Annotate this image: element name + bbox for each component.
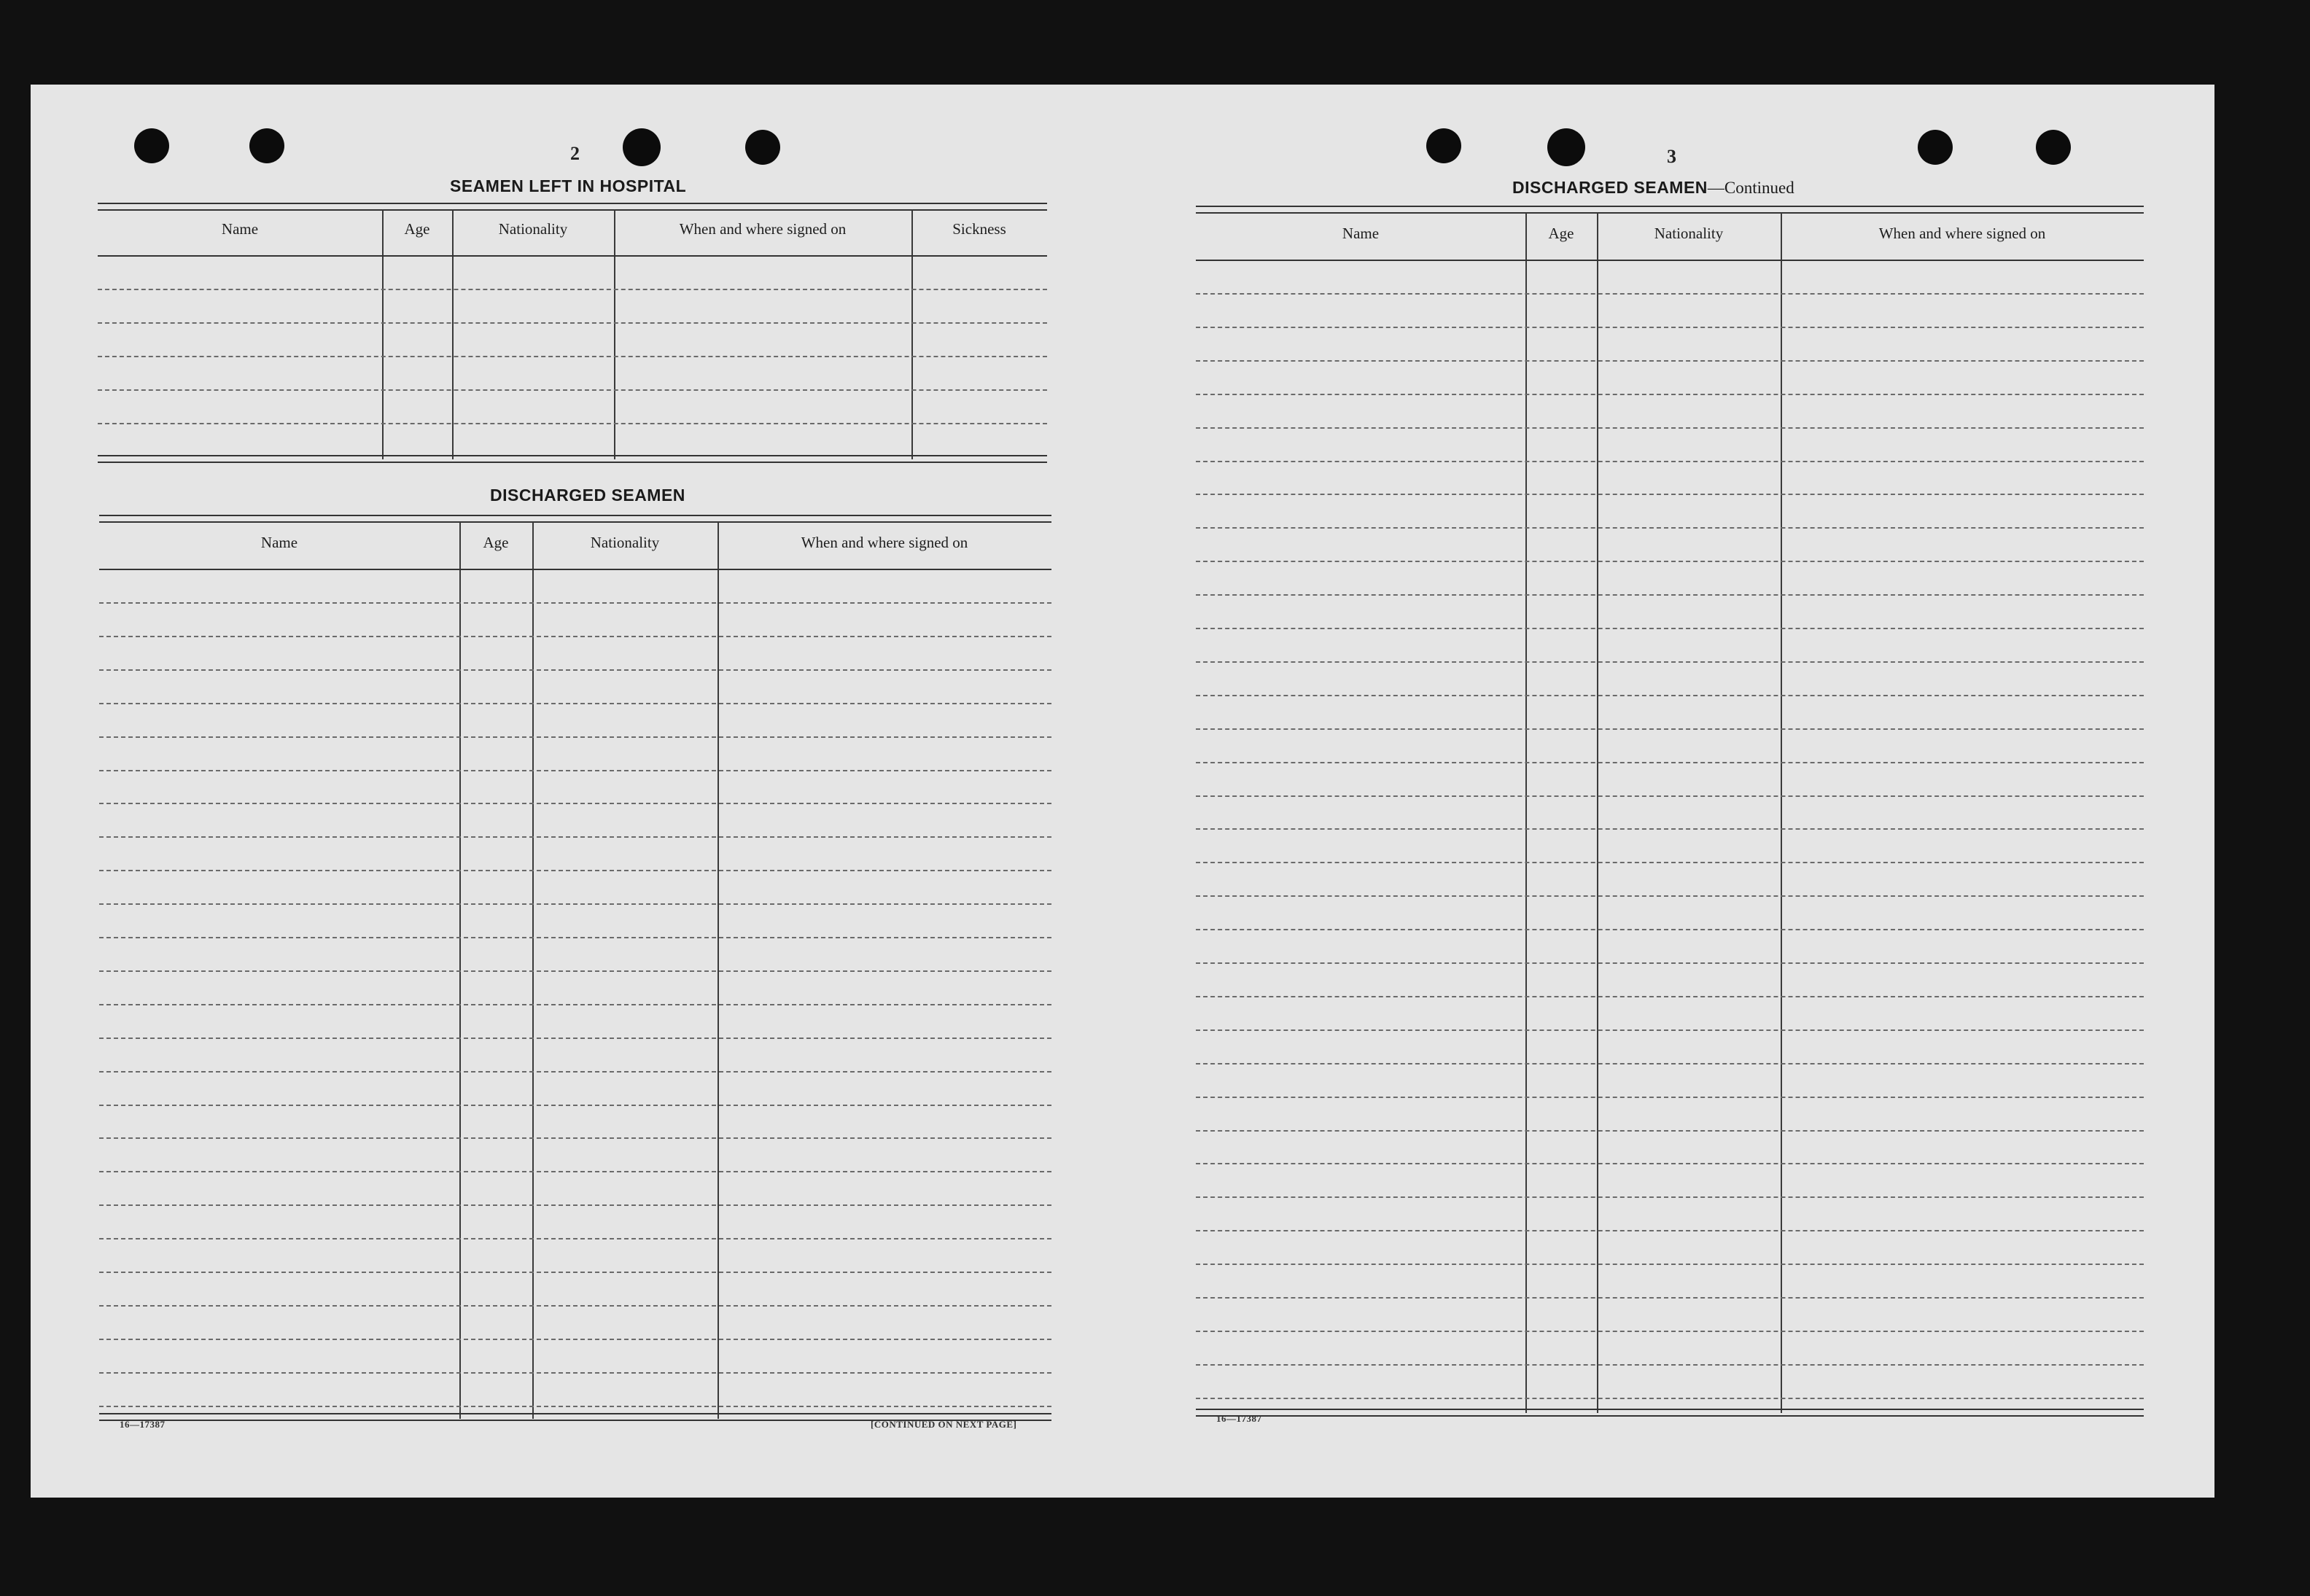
column-header-nationality: Nationality (590, 534, 660, 551)
column-header-when-where: When and where signed on (1878, 225, 2046, 242)
continued-note: [CONTINUED ON NEXT PAGE] (871, 1419, 1017, 1430)
entry-line (1196, 862, 2144, 863)
entry-line (1196, 360, 2144, 362)
punch-hole (1426, 128, 1461, 163)
column-divider (452, 210, 454, 459)
entry-line (1196, 1130, 2144, 1132)
entry-line (1196, 494, 2144, 495)
column-header-sickness: Sickness (952, 220, 1006, 238)
column-divider (911, 210, 913, 459)
discharged-section-title-left: DISCHARGED SEAMEN (490, 486, 685, 505)
entry-line (99, 1137, 1051, 1139)
entry-line (99, 1171, 1051, 1172)
entry-line (99, 903, 1051, 905)
entry-line (1196, 695, 2144, 696)
column-header-nationality: Nationality (1654, 225, 1724, 242)
discharged-section-title-right (1512, 178, 1794, 198)
punch-hole (1547, 128, 1585, 166)
entry-line (1196, 1398, 2144, 1399)
column-header-name: Name (1342, 225, 1380, 242)
punch-hole (745, 130, 780, 165)
entry-line (1196, 1297, 2144, 1299)
hospital-table (98, 203, 1047, 465)
entry-line (1196, 1331, 2144, 1332)
discharged-title-continued: —Continued (1707, 179, 1794, 197)
entry-line (98, 289, 1047, 290)
entry-line (99, 602, 1051, 604)
table-top-rule (98, 203, 1047, 211)
entry-line (98, 389, 1047, 391)
column-header-when-where: When and where signed on (679, 220, 847, 238)
punch-hole (249, 128, 284, 163)
entry-line (1196, 1163, 2144, 1164)
entry-line (1196, 461, 2144, 462)
entry-line (1196, 795, 2144, 797)
column-divider (614, 210, 615, 459)
discharged-title-main: DISCHARGED SEAMEN (1512, 178, 1708, 197)
column-header-age: Age (483, 534, 509, 551)
punch-hole (134, 128, 169, 163)
entry-line (1196, 1230, 2144, 1231)
entry-line (99, 1105, 1051, 1106)
entry-line (99, 770, 1051, 771)
entry-line (1196, 895, 2144, 897)
column-header-nationality: Nationality (498, 220, 568, 238)
form-number-left: 16—17387 (120, 1419, 166, 1430)
punch-hole (623, 128, 661, 166)
entry-line (1196, 962, 2144, 964)
entry-line (1196, 1264, 2144, 1265)
column-divider (382, 210, 384, 459)
header-rule (1196, 260, 2144, 261)
entry-line (1196, 327, 2144, 328)
entry-line (1196, 828, 2144, 830)
entry-line (1196, 1364, 2144, 1366)
entry-line (99, 870, 1051, 871)
entry-line (99, 636, 1051, 637)
column-header-when-where: When and where signed on (801, 534, 968, 551)
punch-hole (2036, 130, 2071, 165)
punch-hole (1918, 130, 1953, 165)
entry-line (98, 322, 1047, 324)
entry-line (1196, 394, 2144, 395)
table-bottom-rule (98, 455, 1047, 463)
entry-line (1196, 1063, 2144, 1064)
entry-line (99, 1238, 1051, 1239)
entry-line (99, 1339, 1051, 1340)
entry-line (1196, 728, 2144, 730)
form-spread (31, 85, 2214, 1498)
entry-line (1196, 929, 2144, 930)
column-header-age: Age (404, 220, 430, 238)
entry-line (99, 1038, 1051, 1039)
column-header-age: Age (1548, 225, 1574, 242)
table-top-rule (99, 515, 1051, 523)
entry-line (99, 803, 1051, 804)
form-number-right: 16—17387 (1216, 1413, 1262, 1424)
entry-line (1196, 1029, 2144, 1031)
entry-line (1196, 1097, 2144, 1098)
entry-line (1196, 996, 2144, 997)
entry-line (1196, 527, 2144, 529)
entry-line (99, 1272, 1051, 1273)
entry-line (98, 356, 1047, 357)
entry-line (98, 423, 1047, 424)
entry-line (1196, 293, 2144, 295)
entry-line (99, 703, 1051, 704)
entry-line (99, 970, 1051, 972)
entry-line (1196, 628, 2144, 629)
entry-line (1196, 561, 2144, 562)
table-bottom-rule (1196, 1409, 2144, 1417)
entry-line (99, 669, 1051, 671)
entry-line (1196, 594, 2144, 596)
column-header-name: Name (260, 534, 298, 551)
discharged-table-right (1196, 206, 2144, 1498)
entry-line (1196, 427, 2144, 429)
entry-line (99, 1305, 1051, 1307)
header-rule (98, 255, 1047, 257)
entry-line (99, 1204, 1051, 1206)
page-number-left: 2 (570, 143, 580, 164)
table-top-rule (1196, 206, 2144, 214)
entry-line (99, 736, 1051, 738)
entry-line (99, 1372, 1051, 1374)
entry-line (99, 1071, 1051, 1073)
discharged-table-left (99, 515, 1051, 1496)
header-rule (99, 569, 1051, 570)
entry-line (99, 937, 1051, 938)
entry-line (99, 836, 1051, 838)
entry-line (1196, 1196, 2144, 1198)
entry-line (1196, 762, 2144, 763)
hospital-section-title: SEAMEN LEFT IN HOSPITAL (450, 176, 687, 195)
entry-line (99, 1406, 1051, 1407)
entry-line (99, 1004, 1051, 1005)
page-number-right: 3 (1667, 146, 1676, 167)
entry-line (1196, 661, 2144, 663)
column-header-name: Name (221, 220, 259, 238)
